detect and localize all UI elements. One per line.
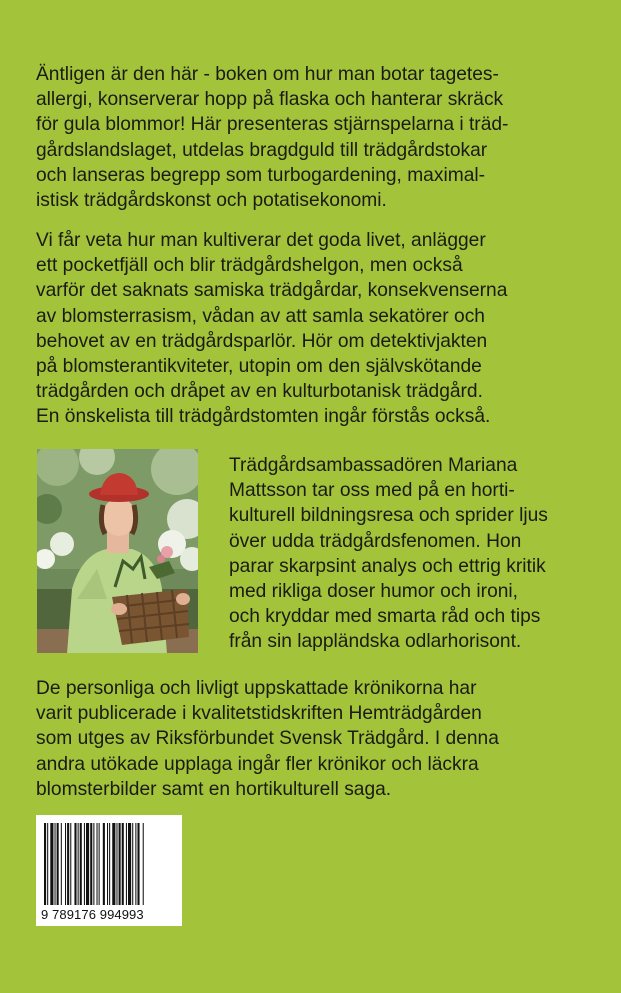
- blurb-paragraph-2: [36, 228, 507, 430]
- text-line: som utges av Riksförbundet Svensk Trädgård. I denna: [36, 728, 499, 750]
- text-line: och lanseras begrepp som turbogardening, maximal-: [36, 164, 486, 186]
- text-line: trädgården och dråpet av en kulturbotanisk trädgård.: [36, 381, 483, 403]
- text-line: varför det saknats samiska trädgårdar, konsekvenserna: [36, 280, 508, 302]
- barcode-bar: [86, 823, 89, 905]
- text-line: Mattsson tar oss med på en horti-: [229, 480, 515, 502]
- text-line: på blomsterantikviteter, utopin om den självskötande: [36, 356, 482, 378]
- text-line: från sin lappländska odlarhorisont.: [229, 631, 522, 653]
- text-line: Vi får veta hur man kultiverar det goda livet, anlägger: [36, 230, 486, 251]
- barcode-bar: [61, 823, 62, 905]
- text-line: varit publicerade i kvalitetstidskriften Hemträdgården: [36, 703, 482, 725]
- text-line: för gula blommor! Här presenteras stjärnspelarna i träd-: [36, 114, 509, 136]
- isbn-number: 9 789176 994993: [41, 907, 144, 922]
- barcode-bar: [93, 823, 94, 905]
- text-line: behovet av en trädgårdsparlör. Hör om detektivjakten: [36, 330, 488, 352]
- barcode-bar: [57, 823, 59, 905]
- barcode-bar: [84, 823, 85, 905]
- text-line: ett pocketfjäll och blir trädgårdshelgon, men också: [36, 255, 463, 277]
- barcode-bar: [132, 823, 133, 905]
- text-line: Trädgårdsambassadören Mariana: [229, 455, 518, 476]
- text-line: blomsterbilder samt en hortikulturell saga.: [36, 778, 392, 800]
- author-bio: [229, 453, 548, 655]
- barcode-bar: [103, 823, 105, 905]
- barcode-bar: [67, 823, 69, 905]
- text-line: gårdslandslaget, utdelas bragdguld till trädgårdstokar: [36, 139, 488, 161]
- text-line: kulturell bildningsresa och sprider ljus: [229, 505, 548, 527]
- barcode-bar: [126, 823, 127, 905]
- barcode-bar: [78, 823, 79, 905]
- barcode-bar: [47, 823, 48, 905]
- text-line: allergi, konserverar hopp på flaska och hanterar skräck: [36, 89, 504, 111]
- barcode-bar: [44, 823, 46, 905]
- barcode-bar: [74, 823, 76, 905]
- barcode-bar: [112, 823, 115, 905]
- barcode-bar: [135, 823, 136, 905]
- barcode-bar: [70, 823, 71, 905]
- blurb-paragraph-1: [36, 62, 508, 213]
- text-line: andra utökade upplaga ingår fler krönikor och läckra: [36, 753, 479, 775]
- barcode-bar: [97, 823, 98, 905]
- author-photo: [37, 449, 198, 653]
- barcode-bar: [107, 823, 108, 905]
- text-line: parar skarpsint analys och ettrig kritik: [229, 555, 546, 577]
- text-line: Äntligen är den här - boken om hur man botar tagetes-: [36, 64, 499, 85]
- barcode-bar: [122, 823, 124, 905]
- text-line: istisk trädgårdskonst och potatisekonomi.: [36, 190, 387, 212]
- barcode-bar: [116, 823, 117, 905]
- blurb-paragraph-4: [36, 676, 499, 802]
- barcode-bar: [137, 823, 139, 905]
- barcode-bar: [99, 823, 100, 905]
- barcode-bar: [119, 823, 121, 905]
- barcode-bar: [109, 823, 110, 905]
- text-line: av blomsterrasism, vådan av att samla sekatörer och: [36, 305, 485, 327]
- text-line: över udda trädgårdsfenomen. Hon: [229, 530, 522, 552]
- barcode-bar: [90, 823, 92, 905]
- barcode-bar: [50, 823, 53, 905]
- text-line: De personliga och livligt uppskattade krönikorna har: [36, 678, 477, 699]
- text-line: och kryddar med smarta råd och tips: [229, 606, 541, 628]
- isbn-barcode: [36, 815, 182, 926]
- text-line: med rikliga doser humor och ironi,: [229, 581, 519, 603]
- barcode-bar: [143, 823, 144, 905]
- barcode-bar: [80, 823, 82, 905]
- barcode-bar: [128, 823, 131, 905]
- barcode-bar: [55, 823, 56, 905]
- text-line: En önskelista till trädgårdstomten ingår förstås också.: [36, 406, 491, 428]
- barcode-bar: [65, 823, 66, 905]
